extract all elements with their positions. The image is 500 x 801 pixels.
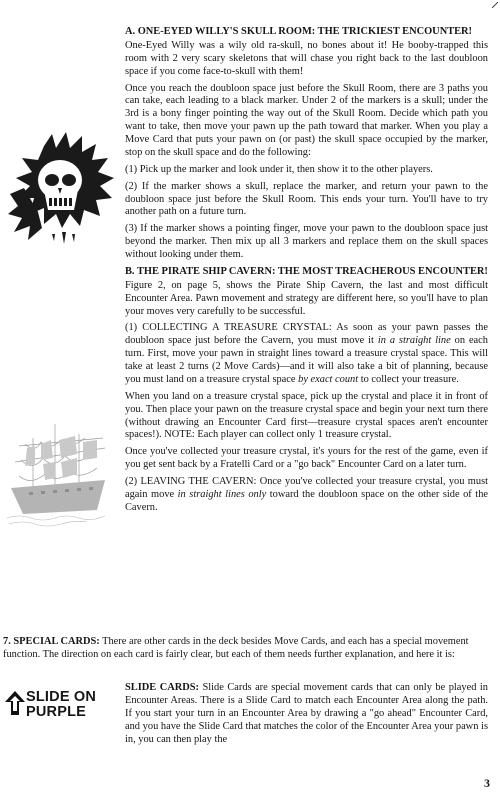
- section-a-heading: A. ONE-EYED WILLY'S SKULL ROOM: THE TRICKIEST ENCOUNTER!: [125, 26, 473, 37]
- section-a-paragraph-1: One-Eyed Willy was a wily old ra-skull, no bones about it! He booby-trapped this room with 2 very scary skeletons that will chase you right back to the last doubloon space if you come face-to-skull with them!: [125, 39, 488, 77]
- logo-line-2: PURPLE: [26, 704, 87, 720]
- section-a-step-1: (1) Pick up the marker and look under it, then show it to the other players.: [125, 163, 433, 175]
- slide-cards-text: Slide Cards are special movement cards that can only be played in Encounter Areas. There is a Slide Card to match each Encounter Area along the path. If you start your turn in an Encounter Area by drawing a "go ahead" Encounter Card, and you have the Slide Card that matches the color of the Encounter Area your pawn is in, you can then play the: [125, 682, 488, 745]
- text-run: toward the doubloon space on the other side of the Cavern.: [125, 488, 488, 513]
- section-a-step-2: (2) If the marker shows a skull, replace the marker, and return your pawn to the doubloon space just before the Skull Room. This ends your turn. You'll have to try another path on a future turn.: [125, 180, 488, 218]
- pirate-ship-illustration: [5, 418, 113, 528]
- section-b-heading: B. THE PIRATE SHIP CAVERN: THE MOST TREACHEROUS ENCOUNTER!: [125, 265, 488, 277]
- section-b-landing-on-crystal: When you land on a treasure crystal space, pick up the crystal and place it in front of you. Then place your pawn on the treasure crystal space and begin your next turn there (without drawing an Encounter Card first—treasure crystal spaces aren't encounter spaces!). NOTE: Each player can collect only 1 treasure crystal.: [125, 390, 488, 441]
- slide-cards-label: SLIDE CARDS:: [125, 682, 199, 693]
- section-a-step-3: (3) If the marker shows a pointing finger, move your pawn to the doubloon space just beyond the marker. Then mix up all 3 markers and replace them on the skull spaces without looking under them.: [125, 223, 488, 260]
- text-run: (2) LEAVING THE CAVERN: Once you've collected your treasure crystal, you must again move: [125, 475, 488, 500]
- main-column: [125, 26, 488, 518]
- emphasis-straight-line: in a straight line: [377, 335, 451, 347]
- page-number: 3: [484, 776, 490, 790]
- slide-cards-paragraph: [125, 682, 488, 747]
- corner-mark: [492, 2, 498, 8]
- section-b-paragraph-1: Figure 2, on page 5, shows the Pirate Ship Cavern, the last and most difficult Encounter Area. Pawn movement and strategy are different here, so you'll have to plan your moves very carefully to be successful.: [125, 279, 488, 317]
- emphasis-exact-count: by exact count: [298, 373, 359, 385]
- section-b-collecting-crystal: [125, 322, 488, 387]
- section-a-paragraph-2: Once you reach the doubloon space just before the Skull Room, there are 3 paths you can take, each leading to a black marker. Under 2 of the markers is a skull; under the 3rd is a bony finger pointing the way out of the Skull Room. Decide which path you want to take, then move your pawn up the path toward that marker. When you play a Move Card that puts your pawn on (or past) the skull space occupied by the marker, stop on the skull space and do the following:: [125, 82, 488, 159]
- section-7-label: 7. SPECIAL CARDS:: [3, 636, 100, 647]
- section-b-keeping-crystal: Once you've collected your treasure crystal, it's yours for the rest of the game, even if you get sent back by a Fratelli Card or a "go back" Encounter Card on a later turn.: [125, 446, 488, 471]
- text-run: on each turn. First, move your pawn in straight lines toward a treasure crystal space. This will take at least 2 turns (2 Move Cards)—and it will also take a bit of planning, because you must land on a treasure crystal space: [125, 335, 488, 385]
- text-run: to collect your treasure.: [358, 373, 459, 385]
- section-b-leaving-cavern: [125, 476, 488, 515]
- logo-line-1: SLIDE ON: [26, 689, 97, 705]
- slide-arrow-icon: [4, 690, 26, 716]
- slide-on-purple-logo: [26, 690, 96, 720]
- skull-illustration: [4, 128, 122, 248]
- section-7-text: There are other cards in the deck besides Move Cards, and each has a special movement function. The direction on each card is fairly clear, but each of them needs further explanation, and here it is:: [3, 636, 469, 660]
- section-7-special-cards: [3, 636, 488, 662]
- emphasis-straight-lines-only: in straight lines only: [177, 488, 267, 500]
- text-run: (1) COLLECTING A TREASURE CRYSTAL: As soon as your pawn passes the doubloon space just before the Cavern, you must move it: [125, 322, 488, 347]
